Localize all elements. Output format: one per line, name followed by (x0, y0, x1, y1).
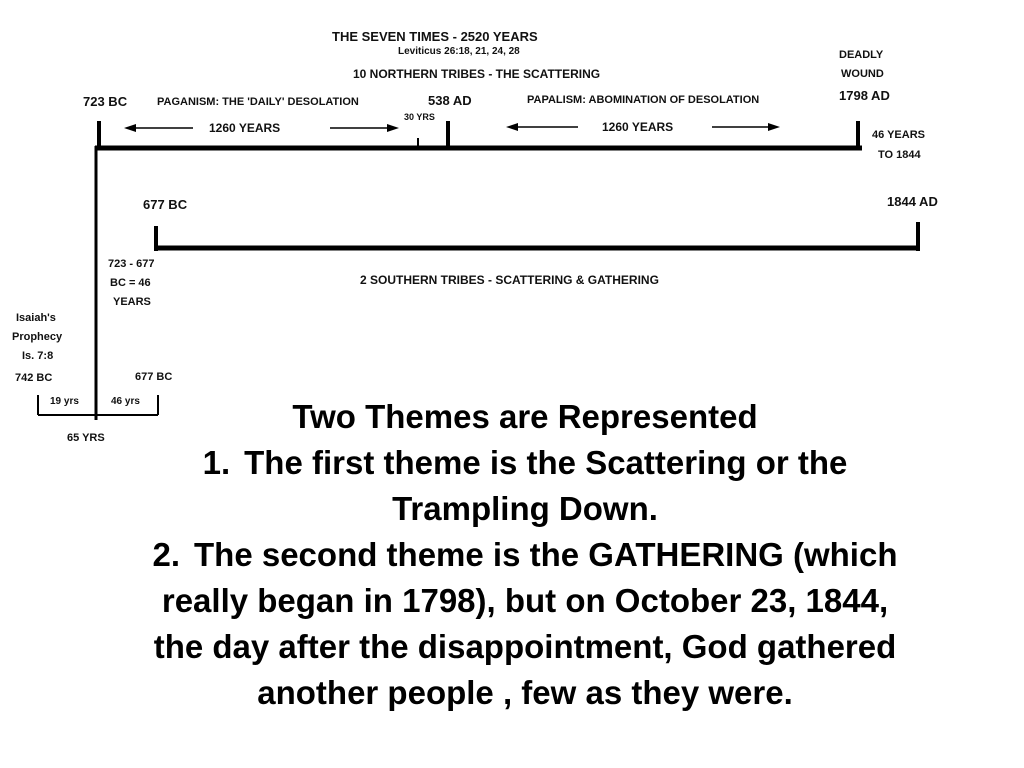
to-1844-label: TO 1844 (878, 149, 921, 161)
date-1844ad: 1844 AD (887, 194, 938, 209)
span-1260-right: 1260 YEARS (602, 120, 674, 134)
bottom-677bc: 677 BC (135, 371, 173, 383)
theme-2-line-2: really began in 1798), but on October 23, 1844, (161, 582, 889, 619)
forty-six-small-label: 46 yrs (111, 396, 140, 407)
arrowhead-right-2 (768, 123, 780, 131)
scripture-reference: Leviticus 26:18, 21, 24, 28 (398, 46, 520, 57)
wound-label: WOUND (841, 68, 884, 80)
sixty-five-years-label: 65 YRS (67, 432, 105, 444)
theme-2-line-4: another people , few as they were. (257, 674, 793, 711)
papalism-label: PAPALISM: ABOMINATION OF DESOLATION (527, 94, 760, 106)
theme-1-line-1 (60, 440, 990, 486)
date-1798ad: 1798 AD (839, 88, 890, 103)
isaiah-line-3: Is. 7:8 (22, 350, 54, 362)
arrowhead-left-2 (506, 123, 518, 131)
arrowhead-right-1 (387, 124, 399, 132)
date-723bc: 723 BC (83, 94, 128, 109)
theme-1-number: 1. (202, 444, 231, 481)
paganism-label: PAGANISM: THE 'DAILY' DESOLATION (157, 96, 359, 108)
thirty-years-label: 30 YRS (404, 112, 435, 122)
isaiah-line-2: Prophecy (12, 331, 63, 343)
themes-heading: Two Themes are Represented (292, 398, 758, 435)
gap-line-2: BC = 46 (110, 277, 151, 289)
diagram-title: THE SEVEN TIMES - 2520 YEARS (332, 29, 538, 44)
gap-line-1: 723 - 677 (108, 258, 155, 270)
span-1260-left: 1260 YEARS (209, 121, 281, 135)
deadly-label: DEADLY (839, 49, 884, 61)
theme-2-text-1: The second theme is the GATHERING (which (194, 536, 898, 573)
arrowhead-left-1 (124, 124, 136, 132)
theme-1-line-2: Trampling Down. (392, 490, 658, 527)
theme-2-line-1 (60, 532, 990, 578)
date-677bc: 677 BC (143, 197, 188, 212)
nineteen-years-label: 19 yrs (50, 396, 79, 407)
date-538ad: 538 AD (428, 93, 472, 108)
themes-text-block (60, 394, 990, 716)
theme-2-number: 2. (152, 536, 181, 573)
isaiah-742bc: 742 BC (15, 372, 53, 384)
theme-1-text-1: The first theme is the Scattering or the (244, 444, 848, 481)
forty-six-years-label: 46 YEARS (872, 129, 925, 141)
isaiah-line-1: Isaiah's (16, 312, 56, 324)
northern-tribes-label: 10 NORTHERN TRIBES - THE SCATTERING (353, 67, 601, 81)
gap-line-3: YEARS (113, 296, 151, 308)
theme-2-line-3: the day after the disappointment, God gathered (153, 628, 897, 665)
southern-tribes-label: 2 SOUTHERN TRIBES - SCATTERING & GATHERING (360, 273, 659, 287)
